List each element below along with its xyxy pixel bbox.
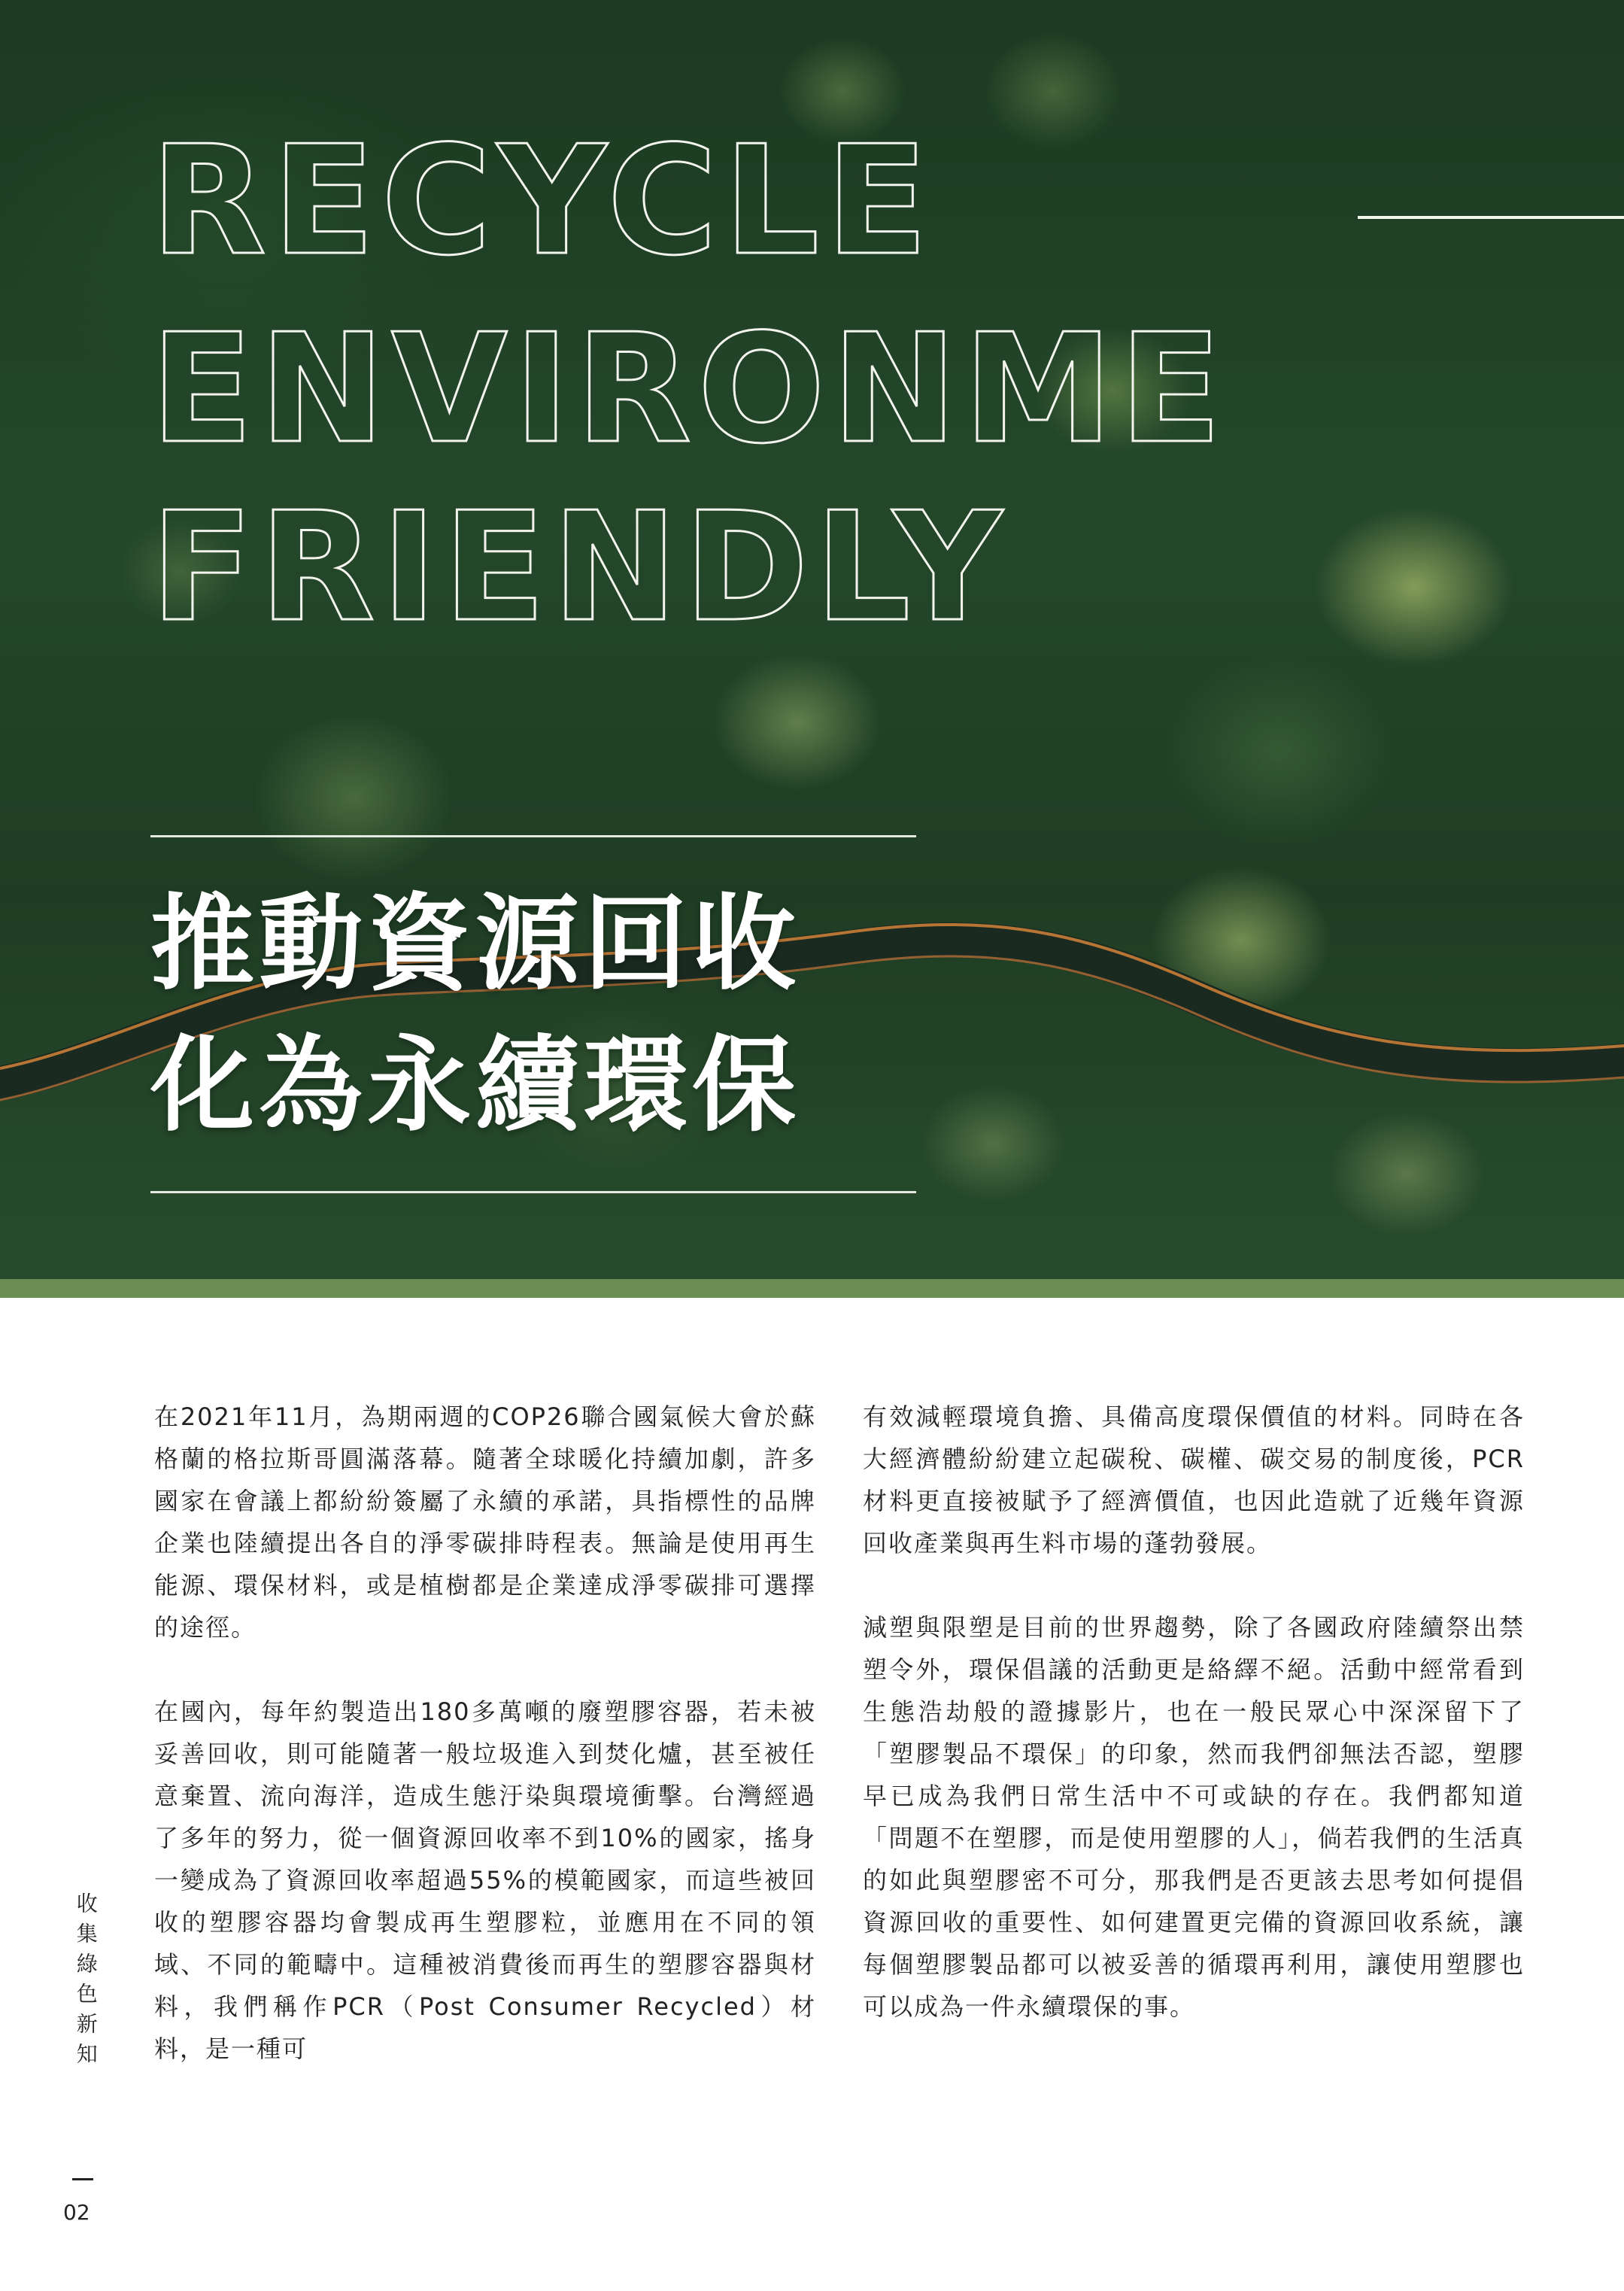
- paragraph-pcr-value: 有效減輕環境負擔、具備高度環保價值的材料。同時在各大經濟體紛紛建立起碳稅、碳權、碳交易的制度後，PCR材料更直接被賦予了經濟價值，也因此造就了近幾年資源回收產業與再生料市場的蓬勃發展。: [863, 1402, 1525, 1557]
- article-column-left: [154, 1396, 816, 2112]
- paragraph-cop26: 在2021年11月，為期兩週的COP26聯合國氣候大會於蘇格蘭的格拉斯哥圓滿落幕。隨著全球暖化持續加劇，許多國家在會議上都紛紛簽屬了永續的承諾，具指標性的品牌企業也陸續提出各自的淨零碳排時程表。無論是使用再生能源、環保材料，或是植樹都是企業達成淨零碳排可選擇的途徑。: [154, 1402, 816, 1642]
- paragraph-domestic-recycling: 在國內，每年約製造出180多萬噸的廢塑膠容器，若未被妥善回收，則可能隨著一般垃圾進入到焚化爐，甚至被任意棄置、流向海洋，造成生態汙染與環境衝擊。台灣經過了多年的努力，從一個資源回收率不到10%的國家，搖身一變成為了資源回收率超過55%的模範國家，而這些被回收的塑膠容器均會製成再生塑膠粒，並應用在不同的領域、不同的範疇中。這種被消費後而再生的塑膠容器與材料，我們稱作PCR（Post Consumer Recycled）材料，是一種可: [154, 1697, 816, 2063]
- article-column-right: [863, 1396, 1525, 2070]
- paragraph-plastic-reduction: 減塑與限塑是目前的世界趨勢，除了各國政府陸續祭出禁塑令外，環保倡議的活動更是絡繹不絕。活動中經常看到生態浩劫般的證據影片，也在一般民眾心中深深留下了「塑膠製品不環保」的印象，然而我們卻無法否認，塑膠早已成為我們日常生活中不可或缺的存在。我們都知道「問題不在塑膠，而是使用塑膠的人」，倘若我們的生活真的如此與塑膠密不可分，那我們是否更該去思考如何提倡資源回收的重要性、如何建置更完備的資源回收系統，讓每個塑膠製品都可以被妥善的循環再利用，讓使用塑膠也可以成為一件永續環保的事。: [863, 1613, 1525, 2021]
- title-bottom-rule: [150, 1191, 916, 1193]
- headline-line-recycle: RECYCLE: [150, 114, 934, 289]
- section-label-dash: [72, 2178, 93, 2180]
- green-divider-band: [0, 1279, 1624, 1298]
- article-title: [150, 873, 800, 1156]
- section-label: 收集綠色新知: [73, 1892, 99, 2073]
- article-title-line-2: 化為永續環保: [150, 1023, 801, 1146]
- article-title-line-1: 推動資源回收: [150, 882, 801, 1004]
- title-top-rule: [150, 835, 916, 837]
- headline-line-friendly: FRIENDLY: [150, 480, 1009, 655]
- headline-line-environme: ENVIRONME: [150, 302, 1228, 477]
- headline-dash: [1358, 216, 1624, 219]
- page-number: 02: [63, 2200, 90, 2225]
